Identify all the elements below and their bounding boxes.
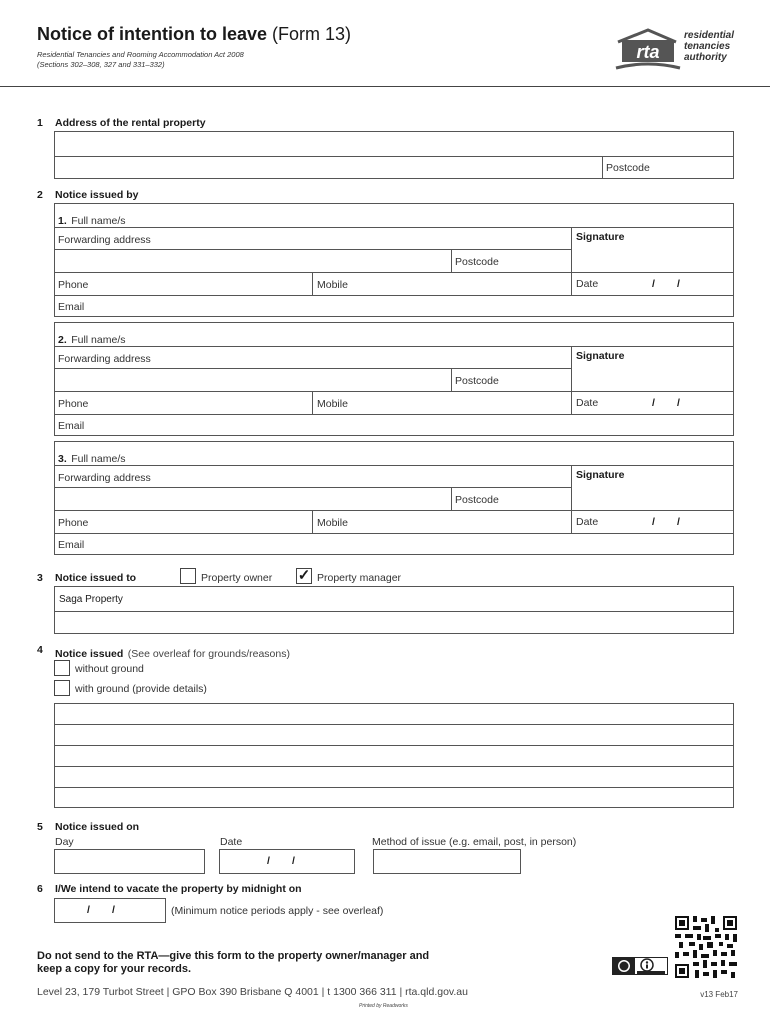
- date-slash: /: [267, 855, 270, 867]
- postcode-divider: [602, 157, 603, 178]
- date-slash: /: [677, 278, 680, 290]
- date-slash: /: [652, 278, 655, 290]
- section-6-title: I/We intend to vacate the property by midnight on: [55, 883, 302, 895]
- day-field[interactable]: [54, 849, 205, 874]
- issuer-1-signature-field[interactable]: [572, 244, 733, 271]
- section-5-title: Notice issued on: [55, 821, 140, 833]
- property-manager-label: Property manager: [317, 572, 402, 584]
- row-divider: [55, 510, 733, 511]
- issuer-3-signature-label: Signature: [576, 469, 625, 481]
- section-6-number: 6: [37, 883, 43, 895]
- warning-text: [37, 950, 429, 976]
- issuer-2-postcode-label: Postcode: [455, 375, 499, 387]
- method-label: Method of issue (e.g. email, post, in person): [372, 836, 577, 848]
- issuer-1-forwarding-label: Forwarding address: [58, 234, 151, 246]
- method-field[interactable]: [373, 849, 521, 874]
- logo-line-2: tenancies: [684, 41, 731, 52]
- logo-line-3: authority: [684, 52, 727, 63]
- act-reference: [37, 50, 244, 70]
- grounds-line-4[interactable]: [55, 767, 733, 787]
- issuer-3-fullname-label: 3. Full name/s: [58, 453, 126, 465]
- row-divider: [55, 391, 733, 392]
- rta-logo: [614, 24, 744, 72]
- issuer-1-date-label: Date: [576, 278, 599, 290]
- row-divider: [55, 346, 733, 347]
- section-4-title: Notice issued: [55, 648, 124, 660]
- issuer-1-email-label: Email: [58, 301, 85, 313]
- without-ground-label: without ground: [75, 663, 144, 675]
- printed-by: Printed by Readworks: [359, 1003, 408, 1009]
- col-divider: [312, 272, 313, 295]
- issuer-3-address-field[interactable]: [55, 488, 451, 510]
- issued-to-name-field[interactable]: Saga Property: [59, 594, 123, 605]
- property-owner-checkbox[interactable]: [180, 568, 196, 584]
- act-line-2: (Sections 302–308, 327 and 331–332): [37, 60, 165, 69]
- section-3-title: Notice issued to: [55, 572, 137, 584]
- section-2-number: 2: [37, 189, 43, 201]
- issuer-2-phone-label: Phone: [58, 398, 89, 410]
- postcode-divider: [451, 249, 452, 272]
- grounds-line-5[interactable]: [55, 788, 733, 807]
- issuer-1-phone-label: Phone: [58, 279, 89, 291]
- issuer-1-fullname-label: 1. Full name/s: [58, 215, 126, 227]
- date-slash: /: [677, 516, 680, 528]
- header-divider: [0, 86, 770, 87]
- vacate-note: (Minimum notice periods apply - see overleaf): [171, 905, 384, 917]
- row-divider: [55, 533, 733, 534]
- issuer-3-postcode-label: Postcode: [455, 494, 499, 506]
- issued-to-address-field[interactable]: [55, 612, 733, 633]
- grounds-line-3[interactable]: [55, 746, 733, 766]
- col-divider: [312, 510, 313, 533]
- date-slash: /: [87, 904, 90, 916]
- issuer-1-mobile-label: Mobile: [317, 279, 348, 291]
- issuer-1-postcode-label: Postcode: [455, 256, 499, 268]
- issuer-3-mobile-label: Mobile: [317, 517, 348, 529]
- logo-mark-text: rta: [636, 42, 660, 62]
- form-version: v13 Feb17: [700, 990, 738, 999]
- postcode-divider: [451, 487, 452, 510]
- date-slash: /: [677, 397, 680, 409]
- qr-code-icon: [675, 916, 737, 978]
- col-divider: [312, 391, 313, 414]
- issuer-3-phone-label: Phone: [58, 517, 89, 529]
- date-label: Date: [220, 836, 243, 848]
- day-label: Day: [55, 836, 74, 848]
- postcode-divider: [451, 368, 452, 391]
- date-slash: /: [112, 904, 115, 916]
- warning-line-1: Do not send to the RTA—give this form to the property owner/manager and: [37, 950, 430, 962]
- section-1-number: 1: [37, 117, 43, 129]
- issuer-1-box: [54, 203, 734, 317]
- title-text: Notice of intention to leave: [37, 24, 268, 44]
- logo-line-1: residential: [684, 30, 735, 41]
- section-2-title: Notice issued by: [55, 189, 139, 201]
- creative-commons-icon: [612, 957, 668, 975]
- check-mark-icon: ✓: [297, 567, 311, 584]
- row-divider: [55, 295, 733, 296]
- issuer-3-signature-field[interactable]: [572, 482, 733, 509]
- section-1-title: Address of the rental property: [55, 117, 206, 129]
- section-3-number: 3: [37, 572, 43, 584]
- footer-address: Level 23, 179 Turbot Street | GPO Box 390 Brisbane Q 4001 | t 1300 366 311 | rta.qld.gov.au: [37, 986, 468, 998]
- issuer-1-signature-label: Signature: [576, 231, 625, 243]
- issuer-2-box: [54, 322, 734, 436]
- issuer-1-address-field[interactable]: [55, 250, 451, 272]
- section-4-note: (See overleaf for grounds/reasons): [127, 648, 290, 660]
- address-line-1-field[interactable]: [55, 132, 733, 156]
- issuer-2-date-label: Date: [576, 397, 599, 409]
- issuer-3-forwarding-label: Forwarding address: [58, 472, 151, 484]
- form-title: [37, 24, 351, 45]
- address-box: [54, 131, 734, 179]
- issuer-2-email-label: Email: [58, 420, 85, 432]
- date-slash: /: [292, 855, 295, 867]
- form-number: (Form 13): [272, 24, 352, 44]
- section-4-heading: [55, 644, 290, 662]
- grounds-line-2[interactable]: [55, 725, 733, 745]
- issuer-2-signature-field[interactable]: [572, 363, 733, 390]
- issuer-3-email-label: Email: [58, 539, 85, 551]
- with-ground-label: with ground (provide details): [75, 683, 207, 695]
- vacate-date-field[interactable]: [54, 898, 166, 923]
- row-divider: [55, 414, 733, 415]
- property-owner-label: Property owner: [201, 572, 273, 584]
- with-ground-checkbox[interactable]: [54, 680, 70, 696]
- date-slash: /: [652, 516, 655, 528]
- issuer-3-date-label: Date: [576, 516, 599, 528]
- issue-date-field[interactable]: [219, 849, 355, 874]
- logo-text: [684, 30, 734, 63]
- issued-to-box: [54, 586, 734, 634]
- issuer-2-fullname-label: 2. Full name/s: [58, 334, 126, 346]
- row-divider: [55, 272, 733, 273]
- issuer-2-mobile-label: Mobile: [317, 398, 348, 410]
- row-divider: [55, 465, 733, 466]
- postcode-label: Postcode: [606, 162, 650, 174]
- issuer-2-address-field[interactable]: [55, 369, 451, 391]
- grounds-line-1[interactable]: [55, 704, 733, 724]
- issuer-2-signature-label: Signature: [576, 350, 625, 362]
- grounds-details-box: [54, 703, 734, 808]
- row-divider: [55, 227, 733, 228]
- without-ground-checkbox[interactable]: [54, 660, 70, 676]
- section-5-number: 5: [37, 821, 43, 833]
- date-slash: /: [652, 397, 655, 409]
- section-4-number: 4: [37, 644, 43, 656]
- address-line-2-field[interactable]: [55, 157, 601, 178]
- issuer-3-box: [54, 441, 734, 555]
- rta-house-icon: [614, 24, 684, 72]
- property-manager-checkbox[interactable]: [296, 568, 312, 584]
- act-line-1: Residential Tenancies and Rooming Accommodation Act 2008: [37, 50, 244, 59]
- warning-line-2: keep a copy for your records.: [37, 963, 192, 975]
- issuer-2-forwarding-label: Forwarding address: [58, 353, 151, 365]
